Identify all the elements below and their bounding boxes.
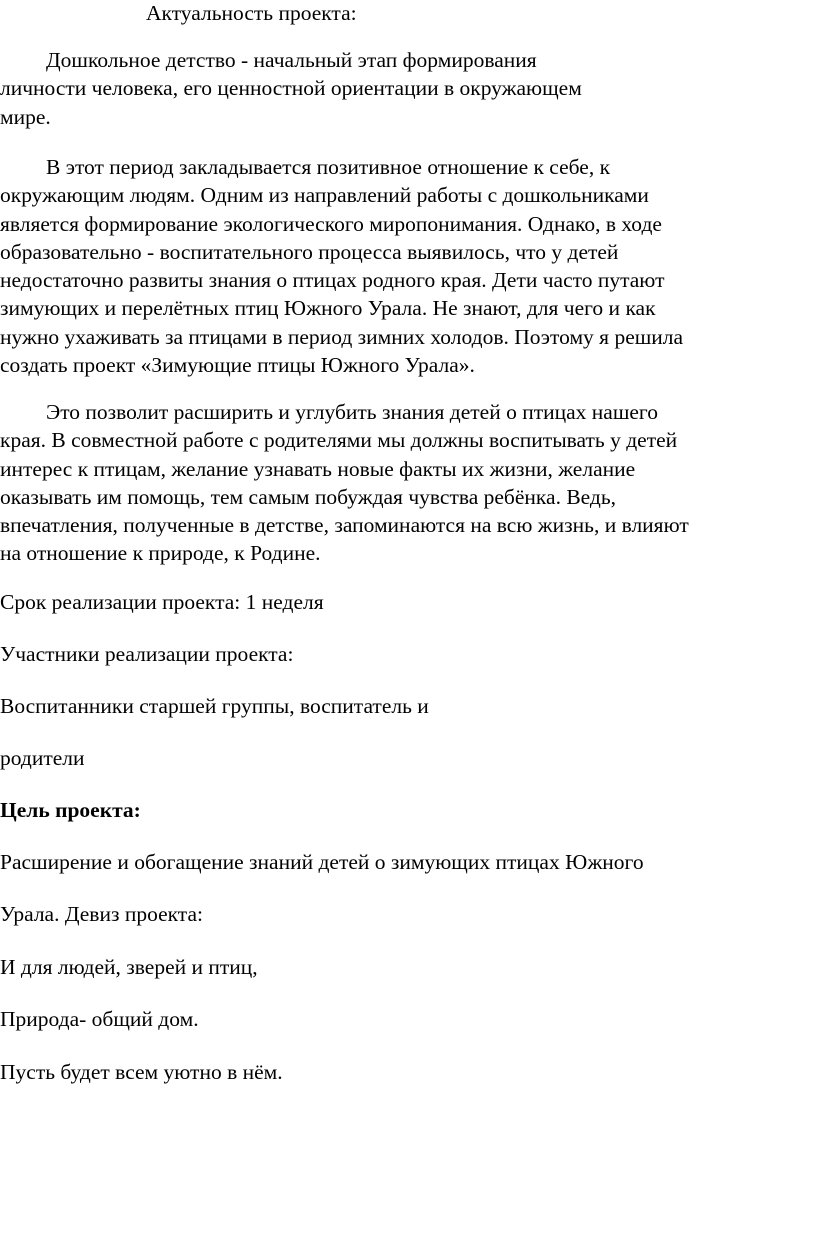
paragraph-line: интерес к птицам, желание узнавать новые факты их жизни, желание <box>0 456 636 481</box>
paragraph-line: нужно ухаживать за птицами в период зимних холодов. Поэтому я решила <box>0 324 684 349</box>
motto-line: И для людей, зверей и птиц, <box>0 955 258 979</box>
participants-line: Воспитанники старшей группы, воспитатель и <box>0 694 429 718</box>
paragraph-line: мире. <box>0 104 51 129</box>
paragraph-line: на отношение к природе, к Родине. <box>0 541 321 566</box>
paragraph-line: Дошкольное детство - начальный этап формирования <box>46 48 537 72</box>
motto-line: Пусть будет всем уютно в нём. <box>0 1060 283 1084</box>
paragraph-benefit <box>0 398 689 568</box>
paragraph-line: недостаточно развиты знания о птицах родного края. Дети часто путают <box>0 268 665 293</box>
paragraph-line: окружающим людям. Одним из направлений работы с дошкольниками <box>0 183 649 208</box>
paragraph-line: впечатления, полученные в детстве, запоминаются на всю жизнь, и влияют <box>0 513 689 538</box>
paragraph-line: образовательно - воспитательного процесса выявилось, что у детей <box>0 239 619 264</box>
participants-label: Участники реализации проекта: <box>0 642 294 666</box>
paragraph-line: личности человека, его ценностной ориентации в окружающем <box>0 76 582 101</box>
paragraph-period <box>0 153 683 379</box>
goal-line: Расширение и обогащение знаний детей о зимующих птицах Южного <box>0 850 644 874</box>
motto-line: Природа- общий дом. <box>0 1007 199 1031</box>
paragraph-line: Это позволит расширить и углубить знания детей о птицах нашего <box>46 400 658 424</box>
participants-line: родители <box>0 746 85 770</box>
paragraph-line: оказывать им помощь, тем самым побуждая чувства ребёнка. Ведь, <box>0 484 617 509</box>
paragraph-line: В этот период закладывается позитивное отношение к себе, к <box>46 155 611 179</box>
goal-line: Урала. Девиз проекта: <box>0 902 203 926</box>
paragraph-line: является формирование экологического миропонимания. Однако, в ходе <box>0 211 662 236</box>
paragraph-line: создать проект «Зимующие птицы Южного Урала». <box>0 353 475 378</box>
section-heading: Актуальность проекта: <box>146 1 357 25</box>
paragraph-line: края. В совместной работе с родителями мы должны воспитывать у детей <box>0 428 678 453</box>
goal-label: Цель проекта: <box>0 798 141 822</box>
paragraph-intro <box>0 46 582 131</box>
project-term: Срок реализации проекта: 1 неделя <box>0 590 324 614</box>
paragraph-line: зимующих и перелётных птиц Южного Урала. Не знают, для чего и как <box>0 296 656 321</box>
